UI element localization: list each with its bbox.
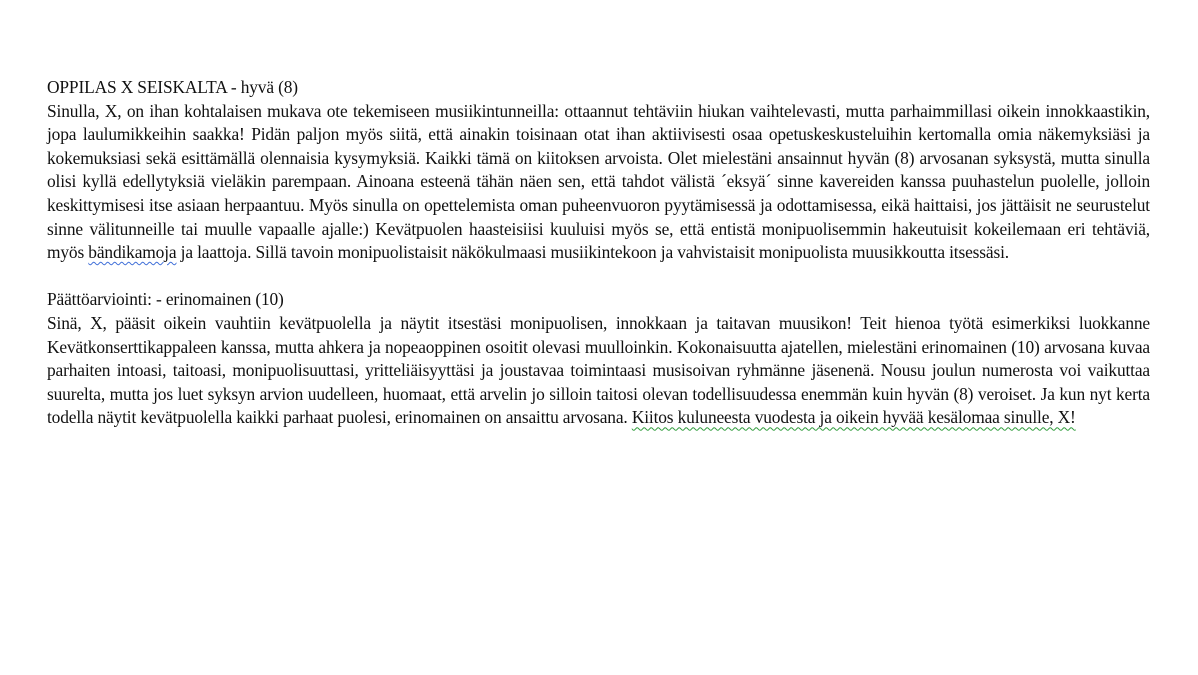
- grammar-flagged-sentence[interactable]: Kiitos kuluneesta vuodesta ja oikein hyvää kesälomaa sinulle, X!: [631, 407, 1076, 428]
- spellcheck-flagged-word[interactable]: bändikamoja: [88, 242, 177, 263]
- autumn-evaluation-text: [47, 100, 1150, 265]
- autumn-text-part-2: ja laattoja. Sillä tavoin monipuolistaisit näkökulmaasi musiikintekoon ja vahvistaisit monipuolista muusikkoutta itsessäsi.: [176, 242, 1009, 263]
- final-text-body: Sinä, X, pääsit oikein vauhtiin kevätpuolella ja näytit itsestäsi monipuolisen, innokkaan ja taitavan muusikon! Teit hienoa työtä esimerkiksi luokkanne Kevätkonserttikappaleen kanssa, mutta ahkera ja nopeaoppinen osoitit olevasi muulloinkin. Kokonaisuutta ajatellen, mielestäni erinomainen (10) arvosana kuvaa parhaiten intoasi, taitoasi, monipuolisuuttasi, yritteliäisyyttäsi ja joustavaa toimintaasi musisoivan ryhmänne jäsenenä. Nousu joulun numerosta voi vaikuttaa suurelta, mutta jos luet syksyn arvion uudelleen, huomaat, että arvelin jo silloin taitosi olevan todellisuudessa enemmän kuin hyvän (8) veroiset. Ja kun nyt kerta todella näytit kevätpuolella kaikki parhaat puolesi, erinomainen on ansaittu arvosana.: [47, 312, 1150, 428]
- final-evaluation-text: [47, 312, 1150, 430]
- section-heading-final: Päättöarviointi: - erinomainen (10): [47, 289, 284, 310]
- paragraph-gap: [47, 265, 1150, 289]
- document-page: [47, 76, 1150, 430]
- section-heading-autumn: OPPILAS X SEISKALTA - hyvä (8): [47, 77, 298, 97]
- autumn-text-part-1: Sinulla, X, on ihan kohtalaisen mukava ote tekemiseen musiikintunneilla: ottaannut tehtäviin hiukan vaihtelevasti, mutta parhaimmillasi oikein innokkaastikin, jopa laulumikkeihin saakka! Pidän paljon myös siitä, että ainakin toisinaan otat ihan aktiivisesti osaa opetuskeskusteluihin kertomalla omia näkemyksiäsi ja kokemuksiasi sekä esittämällä olennaisia kysymyksiä. Kaikki tämä on kiitoksen arvoista. Olet mielestäni ansainnut hyvän (8) arvosanan syksystä, mutta sinulla olisi kyllä edellytyksiä vieläkin parempaan. Ainoana esteenä tähän näen sen, että tahdot välistä ´eksyä´ sinne kavereiden kanssa puuhastelun puolelle, jolloin keskittymisesi itse asiaan herpaantuu. Myös sinulla on opettelemista oman puheenvuoron pyytämisessä ja odottamisessa, eikä haittaisi, jos jättäisit ne seurustelut sinne välitunneille tai muulle vapaalle ajalle:) Kevätpuolen haasteisiisi kuuluisi myös se, että entistä monipuolisemmin hakeutuisit kokeilemaan eri tehtäviä, myös: [47, 100, 1150, 263]
